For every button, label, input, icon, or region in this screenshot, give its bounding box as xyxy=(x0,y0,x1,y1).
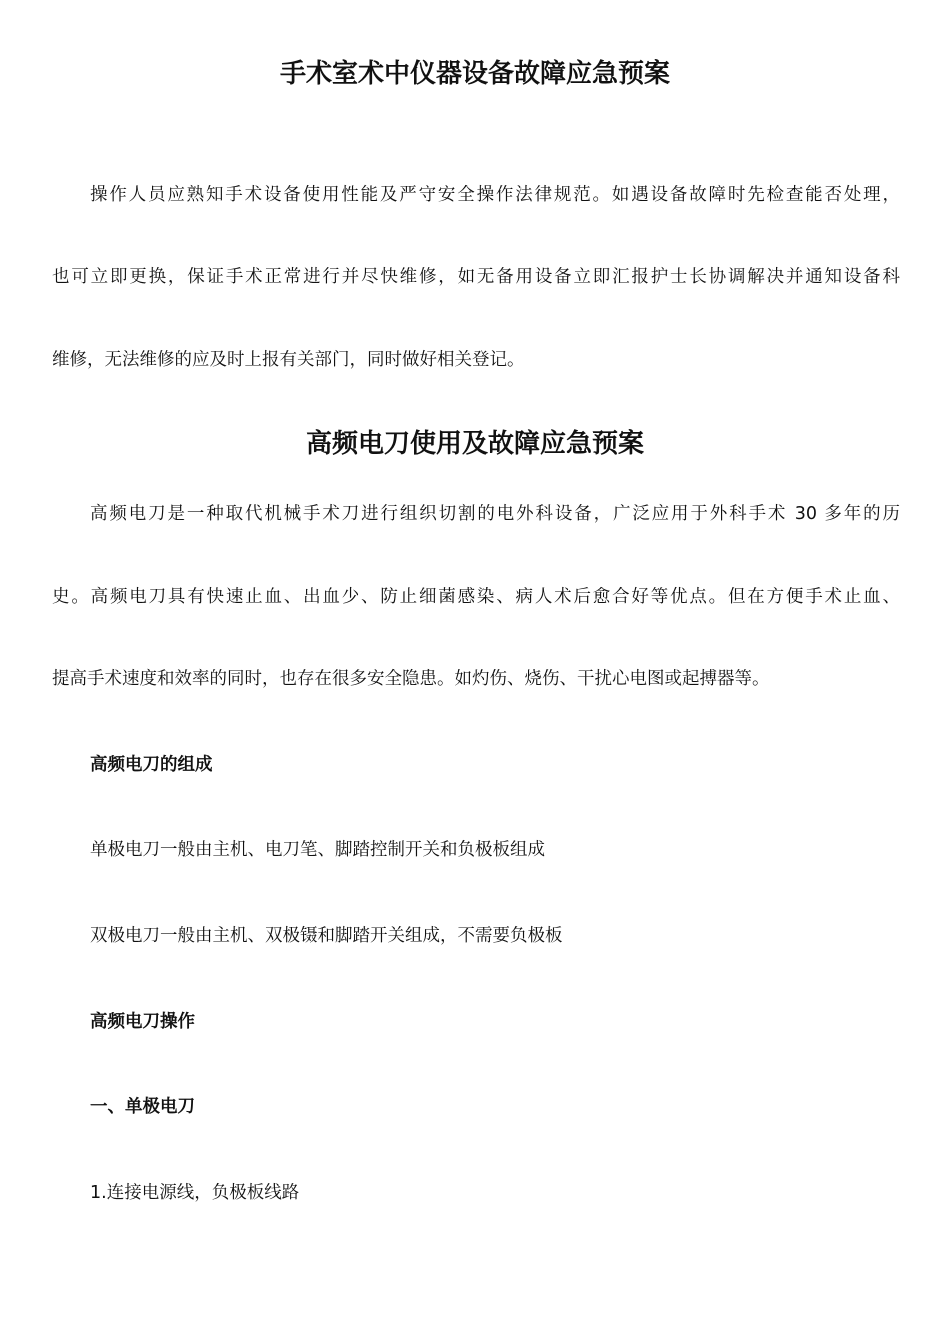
paragraph-line: 提高手术速度和效率的同时，也存在很多安全隐患。如灼伤、烧伤、干扰心电图或起搏器等。 xyxy=(52,669,770,689)
subheading-operation: 高频电刀操作 xyxy=(90,1012,195,1032)
paragraph-line: 维修，无法维修的应及时上报有关部门，同时做好相关登记。 xyxy=(52,350,525,370)
paragraph-line: 操作人员应熟知手术设备使用性能及严守安全操作法律规范。如遇设备故障时先检查能否处理， xyxy=(90,185,900,205)
subheading-monopolar: 一、单极电刀 xyxy=(90,1097,195,1117)
document-title: 手术室术中仪器设备故障应急预案 xyxy=(279,59,670,89)
paragraph-line: 高频电刀是一种取代机械手术刀进行组织切割的电外科设备，广泛应用于外科手术 30 多年的历 xyxy=(90,504,900,524)
paragraph-line: 史。高频电刀具有快速止血、出血少、防止细菌感染、病人术后愈合好等优点。但在方便手术止血、 xyxy=(52,587,900,607)
section-title: 高频电刀使用及故障应急预案 xyxy=(305,429,644,459)
subheading-composition: 高频电刀的组成 xyxy=(90,755,213,775)
list-item: 双极电刀一般由主机、双极镊和脚踏开关组成，不需要负极板 xyxy=(90,926,563,946)
paragraph-line: 也可立即更换，保证手术正常进行并尽快维修，如无备用设备立即汇报护士长协调解决并通知设备科 xyxy=(52,267,900,287)
list-item: 单极电刀一般由主机、电刀笔、脚踏控制开关和负极板组成 xyxy=(90,840,545,860)
step-item: 1.连接电源线，负极板线路 xyxy=(90,1183,300,1203)
